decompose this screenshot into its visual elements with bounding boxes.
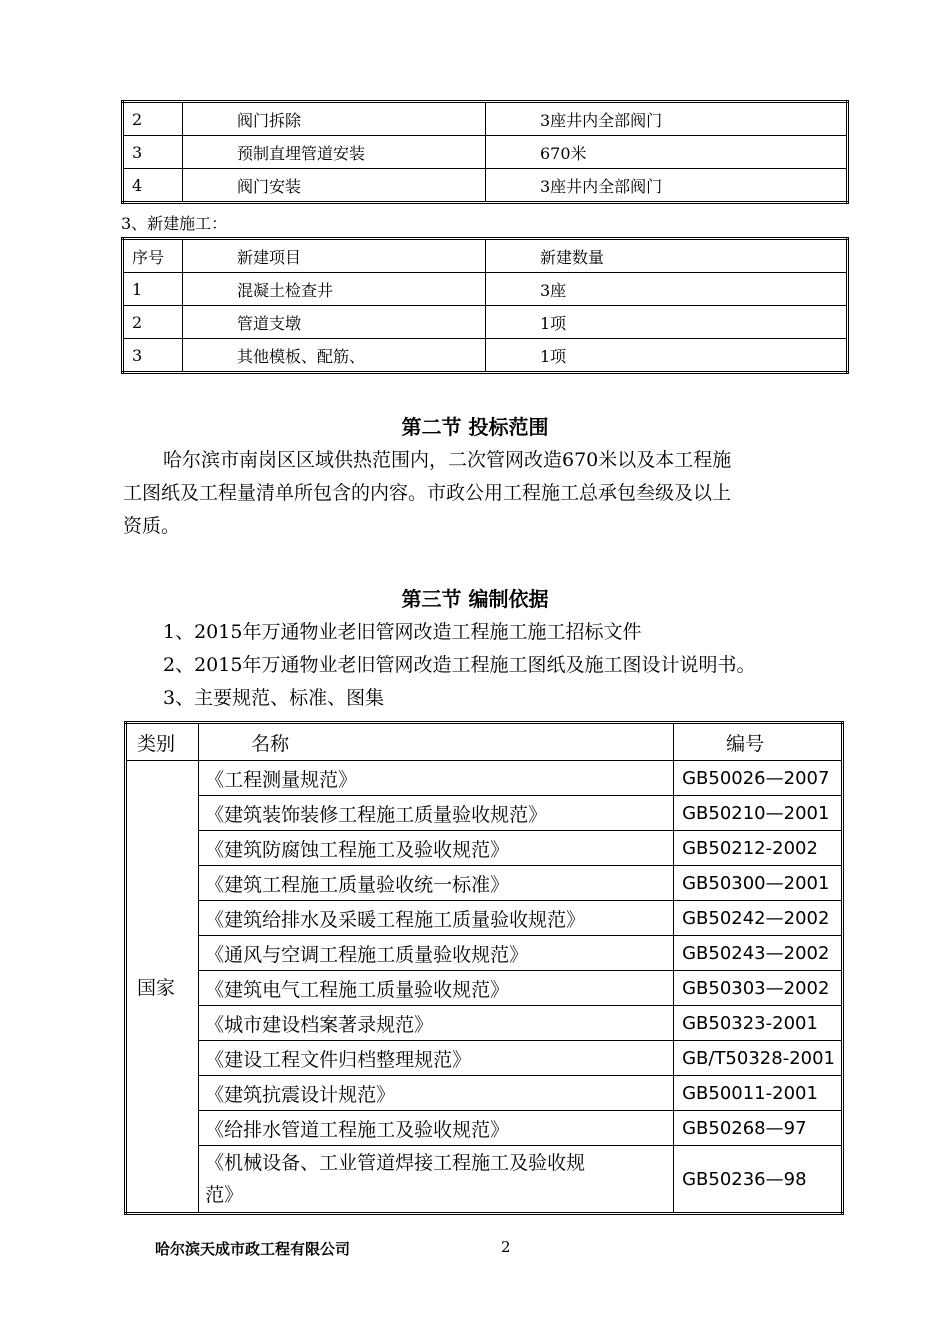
table-row: 《建筑给排水及采暖工程施工质量验收规范》 GB50242—2002 bbox=[126, 901, 843, 936]
scope-table-continued bbox=[121, 100, 849, 204]
table-row: 《建筑防腐蚀工程施工及验收规范》 GB50212-2002 bbox=[126, 831, 843, 866]
table-header-row: 序号 新建项目 新建数量 bbox=[123, 239, 848, 273]
table-row: 《通风与空调工程施工质量验收规范》 GB50243—2002 bbox=[126, 936, 843, 971]
bid-scope-line-3: 资质。 bbox=[123, 515, 181, 537]
standards-table bbox=[124, 721, 844, 1215]
table-row: 《建筑装饰装修工程施工质量验收规范》 GB50210—2001 bbox=[126, 796, 843, 831]
basis-item-1: 1、2015年万通物业老旧管网改造工程施工施工招标文件 bbox=[163, 621, 642, 643]
table-row: 2 管道支墩 1项 bbox=[123, 306, 848, 339]
basis-item-3: 3、主要规范、标准、图集 bbox=[163, 687, 385, 709]
category-cell: 国家 bbox=[126, 761, 199, 1214]
table-row: 4 阀门安装 3座井内全部阀门 bbox=[123, 169, 848, 203]
table-row: 《建设工程文件归档整理规范》 GB/T50328-2001 bbox=[126, 1041, 843, 1076]
standard-name-line-1: 《机械设备、工业管道焊接工程施工及验收规 bbox=[205, 1152, 586, 1174]
table-row: 1 混凝土检查井 3座 bbox=[123, 273, 848, 306]
footer-company: 哈尔滨天成市政工程有限公司 bbox=[155, 1240, 351, 1258]
table-row: 《给排水管道工程施工及验收规范》 GB50268—97 bbox=[126, 1111, 843, 1146]
table-row: 《建筑工程施工质量验收统一标准》 GB50300—2001 bbox=[126, 866, 843, 901]
section-title-basis: 第三节 编制依据 bbox=[401, 587, 549, 611]
table-row: 2 阀门拆除 3座井内全部阀门 bbox=[123, 102, 848, 136]
new-construction-heading: 3、新建施工： bbox=[121, 214, 228, 233]
table-row: 3 其他模板、配筋、 1项 bbox=[123, 339, 848, 373]
table-row: 《机械设备、工业管道焊接工程施工及验收规 范》 GB50236—98 bbox=[126, 1146, 843, 1214]
table-header-row: 类别 名称 编号 bbox=[126, 723, 843, 761]
standard-name-line-2: 范》 bbox=[205, 1184, 244, 1206]
bid-scope-line-2: 工图纸及工程量清单所包含的内容。市政公用工程施工总承包叁级及以上 bbox=[123, 482, 732, 504]
table-row: 3 预制直埋管道安装 670米 bbox=[123, 136, 848, 169]
basis-item-2: 2、2015年万通物业老旧管网改造工程施工图纸及施工图设计说明书。 bbox=[163, 654, 756, 676]
table-row: 《城市建设档案著录规范》 GB50323-2001 bbox=[126, 1006, 843, 1041]
page-number: 2 bbox=[501, 1238, 511, 1256]
new-construction-table bbox=[121, 237, 849, 374]
table-row: 《建筑电气工程施工质量验收规范》 GB50303—2002 bbox=[126, 971, 843, 1006]
section-title-bid-scope: 第二节 投标范围 bbox=[401, 415, 549, 439]
bid-scope-line-1: 哈尔滨市南岗区区域供热范围内，二次管网改造670米以及本工程施 bbox=[163, 449, 732, 471]
table-row: 《建筑抗震设计规范》 GB50011-2001 bbox=[126, 1076, 843, 1111]
table-row: 国家 《工程测量规范》 GB50026—2007 bbox=[126, 761, 843, 796]
